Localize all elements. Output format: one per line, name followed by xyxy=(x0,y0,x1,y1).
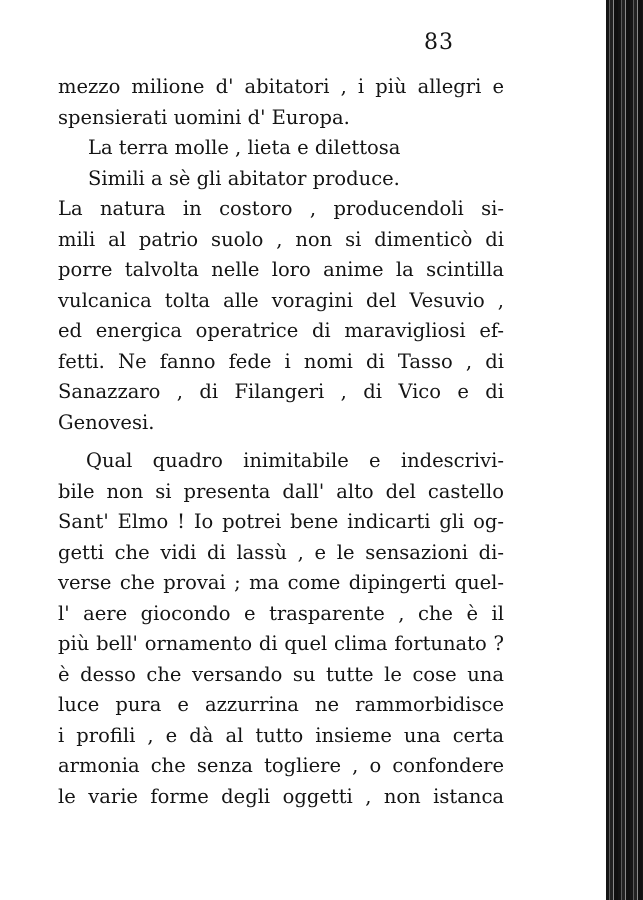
text-line: La natura in costoro , producendoli si- xyxy=(58,197,504,220)
text-line: è desso che versando su tutte le cose una xyxy=(58,662,504,686)
verse-line: Simili a sè gli abitator produce. xyxy=(88,166,400,190)
text-line: verse che provai ; ma come dipingerti quel- xyxy=(58,571,504,594)
text-line: spensierati uomini d' Europa. xyxy=(58,105,350,129)
verse-line: La terra molle , lieta e dilettosa xyxy=(88,136,401,159)
text-line: Genovesi. xyxy=(58,410,155,434)
text-line: più bell' ornamento di quel clima fortunato ? xyxy=(58,632,504,655)
page-number: 83 xyxy=(424,30,454,55)
text-line: mezzo milione d' abitatori , i più allegri e xyxy=(58,75,504,98)
text-line: mili al patrio suolo , non si dimenticò di xyxy=(58,227,504,251)
text-line: i profili , e dà al tutto insieme una certa xyxy=(58,723,504,747)
text-line: l' aere giocondo e trasparente , che è il xyxy=(58,601,504,625)
text-line: fetti. Ne fanno fede i nomi di Tasso , di xyxy=(58,349,504,373)
text-line: vulcanica tolta alle voragini del Vesuvio , xyxy=(58,288,504,312)
text-line: Sanazzaro , di Filangeri , di Vico e di xyxy=(58,380,504,403)
text-line: le varie forme degli oggetti , non istanca xyxy=(58,784,504,808)
body-text xyxy=(58,72,504,812)
text-line: ed energica operatrice di maravigliosi ef- xyxy=(58,319,504,342)
paragraph-gap xyxy=(58,438,504,446)
book-spine-edge xyxy=(606,0,643,900)
text-line: luce pura e azzurrina ne rammorbidisce xyxy=(58,693,504,716)
text-line: Qual quadro inimitabile e indescrivi- xyxy=(86,449,504,472)
text-line: porre talvolta nelle loro anime la scintilla xyxy=(58,258,504,281)
text-line: Sant' Elmo ! Io potrei bene indicarti gli og- xyxy=(58,510,504,533)
text-line: armonia che senza togliere , o confondere xyxy=(58,754,504,777)
text-line: getti che vidi di lassù , e le sensazioni di- xyxy=(58,540,504,564)
text-line: bile non si presenta dall' alto del castello xyxy=(58,479,504,503)
